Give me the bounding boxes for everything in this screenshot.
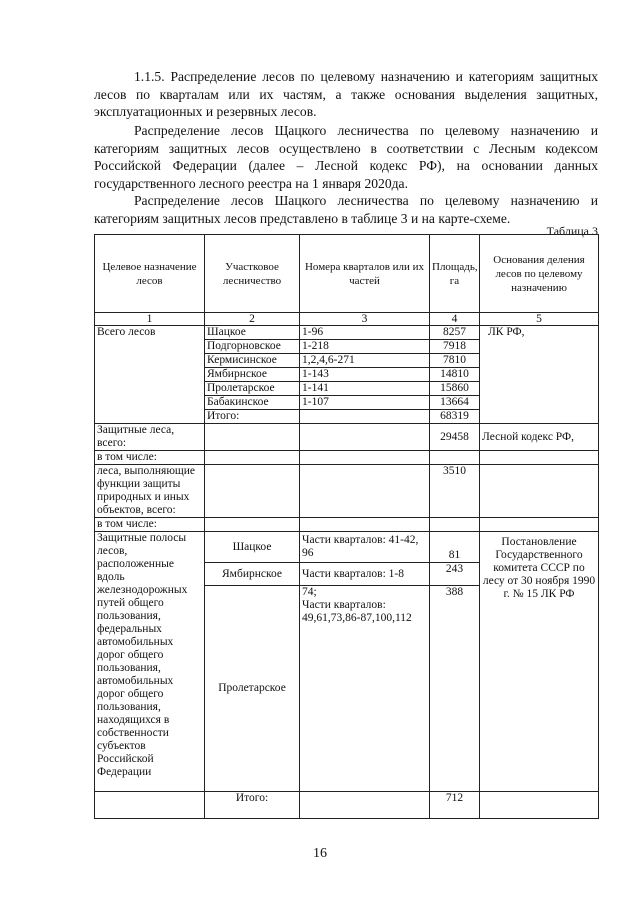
total-area: 68319 xyxy=(430,410,480,424)
col-number: 3 xyxy=(300,313,430,326)
area-cell: 8257 xyxy=(430,326,480,340)
quarters-cell: 1-141 xyxy=(300,382,430,396)
table-row xyxy=(95,532,599,563)
including-label: в том числе: xyxy=(95,518,205,532)
quarters-cell: 74; Части кварталов: 49,61,73,86-87,100,112 xyxy=(300,586,430,792)
table-caption: Таблица 3 xyxy=(546,224,598,238)
area-cell: 388 xyxy=(430,586,480,792)
area-cell: 14810 xyxy=(430,368,480,382)
empty-cell xyxy=(480,792,599,819)
empty-cell xyxy=(300,518,430,532)
paragraph-table-reference: Распределение лесов Шацкого лесничества по целевому назначению и категориям защитных лесов представлено в таблице 3 и на карте-схеме. xyxy=(94,193,598,226)
including-label: в том числе: xyxy=(95,451,205,465)
quarters-cell: 1-96 xyxy=(300,326,430,340)
quarters-cell: 1-107 xyxy=(300,396,430,410)
protective-area: 29458 xyxy=(430,424,480,451)
empty-cell xyxy=(480,518,599,532)
empty-cell xyxy=(430,451,480,465)
table-header-row xyxy=(95,235,599,313)
forest-distribution-table xyxy=(94,234,599,819)
table-row-nature xyxy=(95,465,599,518)
col-number: 4 xyxy=(430,313,480,326)
empty-cell xyxy=(205,451,300,465)
area-cell: 7918 xyxy=(430,340,480,354)
empty-cell xyxy=(300,424,430,451)
total-label: Итого: xyxy=(205,792,300,819)
empty-cell xyxy=(205,424,300,451)
empty-cell xyxy=(300,465,430,518)
empty-cell xyxy=(300,451,430,465)
nature-area: 3510 xyxy=(430,465,480,518)
empty-cell xyxy=(300,410,430,424)
quarters-cell: 1-143 xyxy=(300,368,430,382)
area-cell: 243 xyxy=(430,563,480,586)
empty-cell xyxy=(480,465,599,518)
total-label: Итого: xyxy=(205,410,300,424)
col-number: 2 xyxy=(205,313,300,326)
column-number-row xyxy=(95,313,599,326)
table-row xyxy=(95,451,599,465)
col-number: 5 xyxy=(480,313,599,326)
paragraph-intro: Распределение лесов Щацкого лесничества по целевому назначению и категориям защитных лесов осуществлено в соответствии с Лесным кодексом Российской Федерации (далее – Лесной кодекс РФ), на основании данных государственного лесного реестра на 1 января 2020да. xyxy=(94,123,598,191)
empty-cell xyxy=(430,518,480,532)
area-cell: 7810 xyxy=(430,354,480,368)
area-cell: 15860 xyxy=(430,382,480,396)
header-district: Участковое лесничество xyxy=(205,235,300,313)
quarters-cell: 1-218 xyxy=(300,340,430,354)
district-cell: Кермисинское xyxy=(205,354,300,368)
paragraph-section-title: 1.1.5. Распределение лесов по целевому назначению и категориям защитных лесов по кварталам или их частям, а также основания выделения защитных, эксплуатационных и резервных лесов. xyxy=(94,69,598,119)
table-row-protective xyxy=(95,424,599,451)
table-row xyxy=(95,518,599,532)
header-basis: Основания деления лесов по целевому назначению xyxy=(480,235,599,313)
district-cell: Пролетарское xyxy=(205,586,300,792)
protective-basis: Лесной кодекс РФ, xyxy=(480,424,599,451)
quarters-cell: Части кварталов: 1-8 xyxy=(300,563,430,586)
all-forests-basis: ЛК РФ, xyxy=(480,326,599,424)
district-cell: Ямбирнское xyxy=(205,368,300,382)
strips-label: Защитные полосы лесов, расположенные вдоль железнодорожных путей общего пользования, федеральных автомобильных дорог общего пользования, автомобильных дорог общего пользования, находящихся в собственности субъектов Российской Федерации xyxy=(95,532,205,792)
all-forests-label: Всего лесов xyxy=(95,326,205,424)
quarters-cell: 1,2,4,6-271 xyxy=(300,354,430,368)
district-cell: Подгорновское xyxy=(205,340,300,354)
strips-basis: Постановление Государственного комитета СССР по лесу от 30 ноября 1990 г. № 15 ЛК РФ xyxy=(480,532,599,792)
total-area: 712 xyxy=(430,792,480,819)
empty-cell xyxy=(205,465,300,518)
empty-cell xyxy=(205,518,300,532)
empty-cell xyxy=(300,792,430,819)
header-purpose: Целевое назначение лесов xyxy=(95,235,205,313)
empty-cell xyxy=(95,792,205,819)
area-cell: 81 xyxy=(430,532,480,563)
header-area: Площадь, га xyxy=(430,235,480,313)
protective-label: Защитные леса, всего: xyxy=(95,424,205,451)
district-cell: Пролетарское xyxy=(205,382,300,396)
nature-label: леса, выполняющие функции защиты природных и иных объектов, всего: xyxy=(95,465,205,518)
table-row xyxy=(95,326,599,340)
quarters-cell: Части кварталов: 41-42, 96 xyxy=(300,532,430,563)
area-cell: 13664 xyxy=(430,396,480,410)
district-cell: Шацкое xyxy=(205,326,300,340)
empty-cell xyxy=(480,451,599,465)
district-cell: Бабакинское xyxy=(205,396,300,410)
district-cell: Ямбирнское xyxy=(205,563,300,586)
header-quarters: Номера кварталов или их частей xyxy=(300,235,430,313)
page-number: 16 xyxy=(313,846,327,861)
col-number: 1 xyxy=(95,313,205,326)
district-cell: Шацкое xyxy=(205,532,300,563)
table-row-total xyxy=(95,792,599,819)
